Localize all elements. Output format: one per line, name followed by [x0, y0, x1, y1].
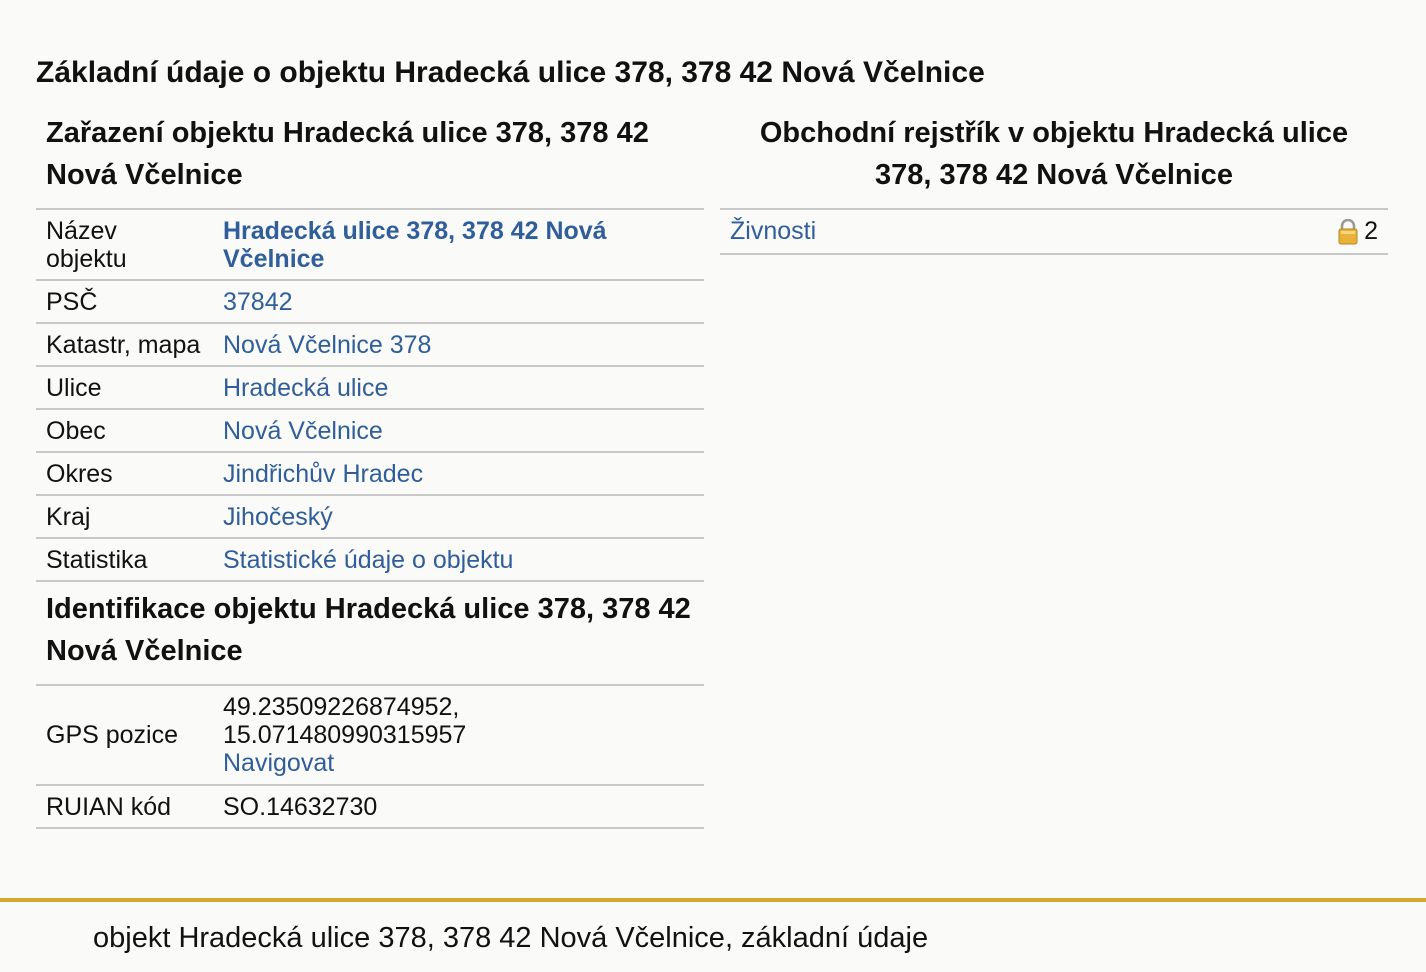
statistics-link[interactable]: Statistické údaje o objektu [223, 545, 514, 574]
trades-link[interactable]: Živnosti [730, 217, 817, 245]
row-value-name [213, 209, 704, 280]
lock-icon [1338, 219, 1358, 245]
row-value-gps [213, 685, 704, 785]
table-row [36, 409, 704, 452]
row-value-municipality [213, 409, 704, 452]
navigate-link[interactable]: Navigovat [223, 749, 335, 777]
street-link[interactable]: Hradecká ulice [223, 373, 389, 402]
table-row [36, 452, 704, 495]
row-label-psc: PSČ [46, 287, 98, 316]
footer-divider [0, 898, 1426, 902]
region-link[interactable]: Jihočeský [223, 502, 333, 531]
trades-row [720, 208, 1388, 255]
psc-link[interactable]: 37842 [223, 287, 293, 316]
district-link[interactable]: Jindřichův Hradec [223, 459, 424, 488]
row-label-cadastre: Katastr, mapa [46, 330, 201, 359]
table-row [36, 209, 704, 280]
row-label-ruian: RUIAN kód [46, 792, 172, 821]
row-value-statistics [213, 538, 704, 581]
row-value-cadastre [213, 323, 704, 366]
classification-table [36, 208, 704, 582]
table-row [36, 323, 704, 366]
footer-text: objekt Hradecká ulice 378, 378 42 Nová Včelnice, základní údaje [93, 922, 929, 954]
identification-heading: Identifikace objektu Hradecká ulice 378, 378 42 Nová Včelnice [46, 593, 691, 667]
trades-count-group [1338, 217, 1378, 246]
object-name-link[interactable]: Hradecká ulice 378, 378 42 Nová Včelnice [223, 216, 607, 273]
row-value-district [213, 452, 704, 495]
gps-longitude: 15.071480990315957 [223, 721, 467, 749]
classification-heading: Zařazení objektu Hradecká ulice 378, 378 42 Nová Včelnice [46, 117, 649, 191]
row-value-psc [213, 280, 704, 323]
table-row [36, 685, 704, 785]
row-label-district: Okres [46, 459, 113, 488]
cadastre-link[interactable]: Nová Včelnice 378 [223, 330, 432, 359]
row-value-ruian: SO.14632730 [223, 792, 378, 821]
municipality-link[interactable]: Nová Včelnice [223, 416, 383, 445]
table-row [36, 495, 704, 538]
row-label-region: Kraj [46, 502, 91, 531]
table-row [36, 280, 704, 323]
gps-latitude: 49.23509226874952, [223, 693, 460, 721]
row-label-statistics: Statistika [46, 545, 148, 574]
table-row [36, 785, 704, 828]
page-title: Základní údaje o objektu Hradecká ulice 378, 378 42 Nová Včelnice [36, 56, 985, 89]
business-register-heading: Obchodní rejstřík v objektu Hradecká ulice 378, 378 42 Nová Včelnice [759, 117, 1349, 191]
trades-count: 2 [1364, 217, 1378, 245]
left-column [36, 112, 704, 829]
identification-table [36, 684, 704, 829]
row-label-municipality: Obec [46, 416, 106, 445]
row-label-name: Název objektu [46, 216, 127, 273]
table-row [36, 538, 704, 581]
row-label-gps: GPS pozice [46, 721, 179, 749]
table-row [36, 366, 704, 409]
row-value-region [213, 495, 704, 538]
right-column [720, 112, 1388, 255]
row-label-street: Ulice [46, 373, 102, 402]
row-value-street [213, 366, 704, 409]
